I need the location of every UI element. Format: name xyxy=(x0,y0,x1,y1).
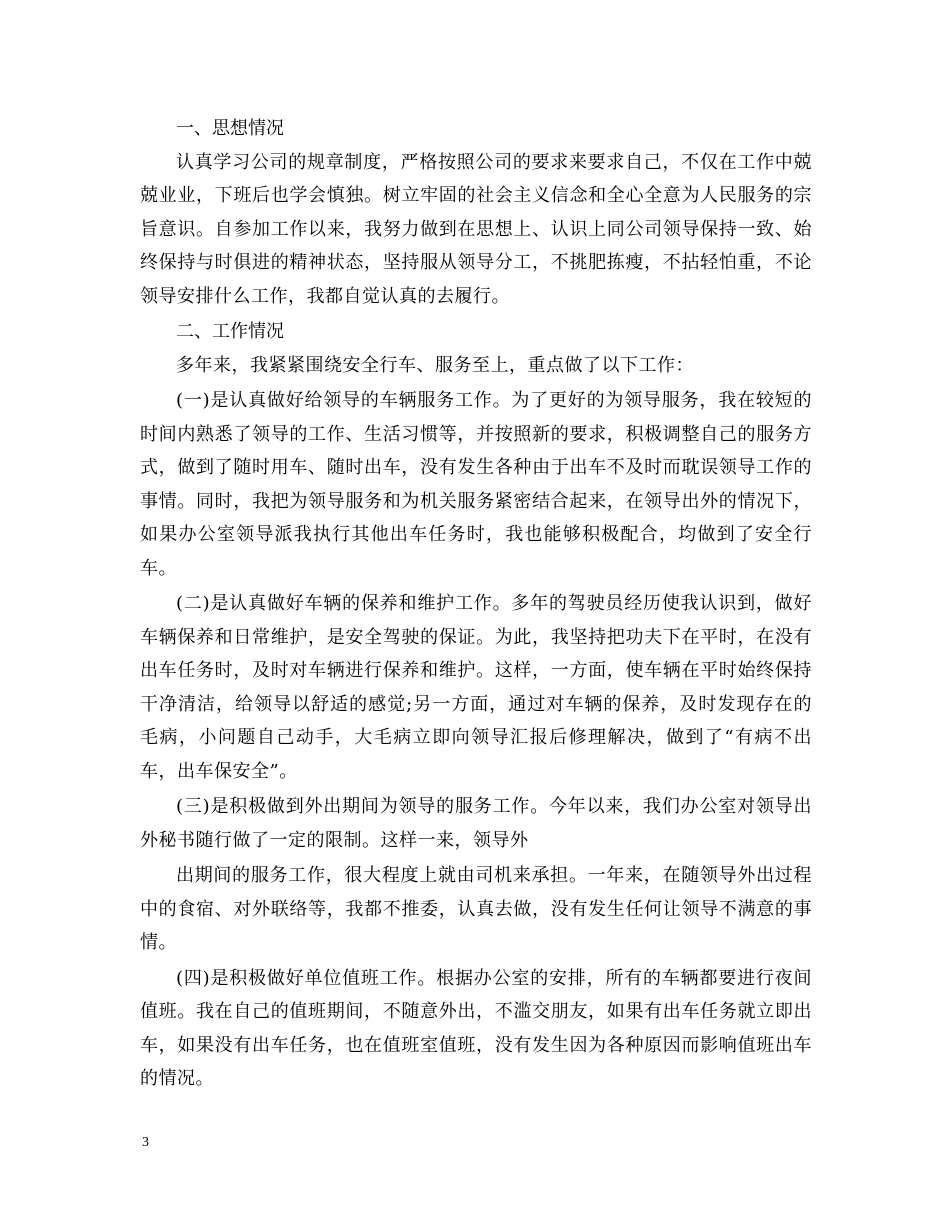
section-heading-work: 二、工作情况 xyxy=(176,321,284,342)
paragraph-work-item-3b: 出期间的服务工作，很大程度上就由司机来承担。一年来，在随领导外出过程中的食宿、对外联络等，我都不推委，认真去做，没有发生任何让领导不满意的事情。 xyxy=(140,865,812,953)
page-number: 3 xyxy=(142,1135,149,1150)
section-heading-thought: 一、思想情况 xyxy=(176,118,284,139)
paragraph-work-item-4: (四)是积极做好单位值班工作。根据办公室的安排，所有的车辆都要进行夜间值班。我在自己的值班期间，不随意外出，不滥交朋友，如果有出车任务就立即出车，如果没有出车任务，也在值班室值班，没有发生因为各种原因而影响值班出车的情况。 xyxy=(140,967,812,1089)
paragraph-work-item-3a: (三)是积极做到外出期间为领导的服务工作。今年以来，我们办公室对领导出外秘书随行做了一定的限制。这样一来，领导外 xyxy=(140,796,812,851)
paragraph-work-intro: 多年来，我紧紧围绕安全行车、服务至上，重点做了以下工作： xyxy=(176,354,694,376)
paragraph-thought: 认真学习公司的规章制度，严格按照公司的要求来要求自己，不仅在工作中兢兢业业，下班后也学会慎独。树立牢固的社会主义信念和全心全意为人民服务的宗旨意识。自参加工作以来，我努力做到在思想上、认识上同公司领导保持一致、始终保持与时俱进的精神状态，坚持服从领导分工，不挑肥拣瘦，不拈轻怕重，不论领导安排什么工作，我都自觉认真的去履行。 xyxy=(140,151,812,307)
paragraph-work-item-2: (二)是认真做好车辆的保养和维护工作。多年的驾驶员经历使我认识到，做好车辆保养和日常维护，是安全驾驶的保证。为此，我坚持把功夫下在平时，在没有出车任务时，及时对车辆进行保养和维护。这样，一方面，使车辆在平时始终保持干净清洁，给领导以舒适的感觉;另一方面，通过对车辆的保养，及时发现存在的毛病，小问题自己动手，大毛病立即向领导汇报后修理解决，做到了“有病不出车，出车保安全”。 xyxy=(140,593,812,782)
document-body xyxy=(140,112,812,1098)
paragraph-work-item-1: (一)是认真做好给领导的车辆服务工作。为了更好的为领导服务，我在较短的时间内熟悉了领导的工作、生活习惯等，并按照新的要求，积极调整自己的服务方式，做到了随时用车、随时出车，没有发生各种由于出车不及时而耽误领导工作的事情。同时，我把为领导服务和为机关服务紧密结合起来，在领导出外的情况下，如果办公室领导派我执行其他出车任务时，我也能够积极配合，均做到了安全行车。 xyxy=(140,390,812,579)
